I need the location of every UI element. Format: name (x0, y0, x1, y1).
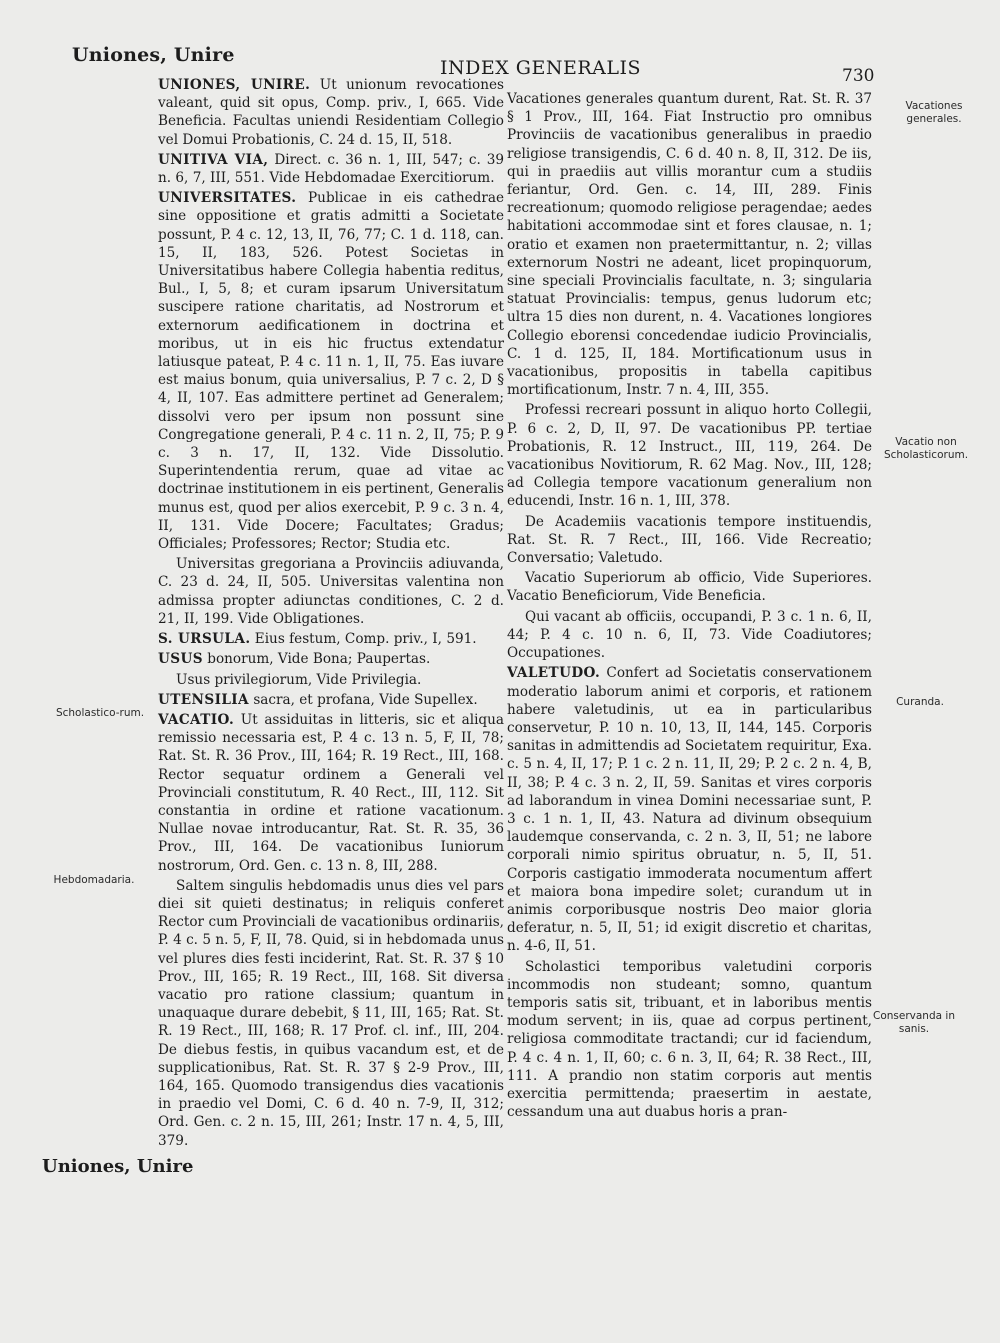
entry-usus-privilegiorum (158, 671, 504, 689)
entry-unitiva-via (158, 151, 504, 187)
entry-vacatio (158, 711, 504, 875)
entry-head: UNITIVA VIA, (158, 151, 269, 168)
entry-head: VALETUDO. (507, 665, 601, 682)
entry-head: UNIVERSITATES. (158, 190, 297, 207)
entry-universitates (158, 189, 504, 553)
entry-academiis (507, 513, 872, 568)
entry-text: sacra, et profana, Vide Supellex. (249, 691, 478, 708)
entry-vacationes-generales (507, 90, 872, 399)
entry-text: Vacatio Superiorum ab officio, Vide Superiores. Vacatio Beneficiorum, Vide Beneficia. (507, 570, 872, 605)
entry-text: De Academiis vacationis tempore instituendis, Rat. St. R. 7 Rect., III, 166. Vide Recreatio; Conversatio; Valetudo. (507, 513, 872, 567)
entry-universitas-gregoriana (158, 555, 504, 628)
entry-text: Qui vacant ab officiis, occupandi, P. 3 c. 1 n. 6, II, 44; P. 4 c. 10 n. 6, II, 73. Vide Coadiutores; Occupationes. (507, 608, 872, 662)
entry-head: USUS (158, 651, 203, 668)
entry-text: Saltem singulis hebdomadis unus dies vel pars diei sit quieti destinatus; in reliquis conferet Rector cum Provinciali de vacationibus ordinariis, P. 4 c. 5 n. 5, F, II, 78. Quid, si in hebdomada unus vel plures dies festi inciderint, Rat. St. R. 37 § 10 Prov., III, 165; R. 19 Rect., III, 168. Sit diversa vacatio pro ratione classium; quantum in unaquaque durare debebit, § 11, III, 165; Rat. St. R. 19 Rect., III, 168; R. 17 Prof. cl. inf., III, 204. De diebus festis, in quibus vacandum est, et de supplicationibus, Rat. St. R. 37 § 2-9 Prov., III, 164, 165. Quomodo transigendus dies vacationis in praedio vel Domi, C. 6 d. 40 n. 7-9, II, 312; Ord. Gen. c. 2 n. 15, III, 261; Instr. 17 n. 4, 5, III, 379. (158, 877, 504, 1149)
entry-head: VACATIO. (158, 711, 235, 728)
entry-text: Publicae in eis cathedrae sine oppositione et gratis admitti a Societate possunt, P. 4 c. 12, 13, II, 76, 77; C. 1 d. 118, can. 15, II, 183, 526. Potest Societas in Universitatibus habere Collegia habentia reditus, Bul., I, 5, 8; et curam ipsarum Universitatum suscipere ratione charitatis, ad Nostrorum et externorum aedificationem in doctrina et moribus, ut in eis hic fructus extendatur latiusque pateat, P. 4 c. 11 n. 1, II, 75. Eas iuvare est maius bonum, quia universalius, P. 7 c. 2, D § 4, II, 107. Eas admittere pertinet ad Generalem; dissolvi vero per ipsum non possunt sine Congregatione generali, P. 4 c. 11 n. 2, II, 75; P. 9 c. 3 n. 17, II, 132. Vide Dissolutio. Superintendentia rerum, quae ad vitae ac doctrinae institutionem in eis pertinent, Generalis munus est, quod per alios exercebit, P. 9 c. 3 n. 4, II, 131. Vide Docere; Facultates; Gradus; Officiales; Professores; Rector; Studia etc. (158, 190, 504, 553)
left-column (158, 76, 504, 1150)
running-head-title: INDEX GENERALIS (440, 57, 642, 79)
entry-head: UTENSILIA (158, 691, 249, 708)
margin-note-vacatio-non-scholasticorum: Vacatio non Scholasticorum. (883, 436, 969, 461)
entry-uniones (158, 76, 504, 149)
page-number: 730 (842, 66, 875, 86)
entry-valetudo (507, 664, 872, 955)
entry-head: UNIONES, UNIRE. (158, 77, 311, 93)
entry-vacatio-hebdomadaria (158, 877, 504, 1150)
entry-qui-vacant (507, 608, 872, 663)
running-head-left: Uniones, Unire (72, 44, 235, 66)
margin-note-scholasticorum: Scholastico-rum. (55, 707, 145, 719)
entry-vacatio-superiorum (507, 569, 872, 605)
entry-text: Scholastici temporibus valetudini corporis incommodis non studeant; somno, quantum temporis satis sit, tribuant, et in laboribus mentis modum servent; in iis, quae ad corpus pertinent, religiosa commoditate tractandi; cur id faciendum, P. 4 c. 4 n. 1, II, 60; c. 6 n. 3, II, 64; R. 38 Rect., III, 111. A prandio non statim corporis aut mentis exercitia permittenda; praesertim in aestate, cessandum una aut duabus horis a pran- (507, 958, 872, 1121)
entry-utensilia (158, 691, 504, 709)
margin-note-vacationes-generales: Vacationes generales. (905, 100, 963, 125)
margin-note-curanda: Curanda. (896, 696, 944, 708)
entry-text: Direct. c. 36 n. 1, III, 547; c. 39 n. 6, 7, III, 551. Vide Hebdomadae Exercitiorum. (158, 151, 505, 187)
running-foot-left: Uniones, Unire (42, 1156, 194, 1177)
margin-note-conservanda: Conservanda in sanis. (873, 1010, 955, 1035)
entry-ursula (158, 630, 504, 648)
entry-usus (158, 650, 504, 668)
entry-text: Universitas gregoriana a Provinciis adiuvanda, C. 23 d. 24, II, 505. Universitas valentina non admissa propter adiunctas conditiones, C. 2 d. 21, II, 199. Vide Obligationes. (158, 556, 504, 627)
entry-text: Ut unionum revocationes valeant, quid sit opus, Comp. priv., I, 665. Vide Beneficia. Facultas uniendi Residentiam Collegio vel Domui Probationis, C. 24 d. 15, II, 518. (158, 77, 504, 148)
entry-text: Confert ad Societatis conservationem moderatio laborum animi et corporis, et rationem habere valetudinis, ut ea in particularibus conservetur, P. 10 n. 10, 13, II, 144, 145. Corporis sanitas in admittendis ad Societatem requiritur, Exa. c. 5 n. 4, II, 17; P. 1 c. 2 n. 11, II, 29; P. 2 c. 2 n. 4, B, II, 38; P. 4 c. 3 n. 2, II, 59. Sanitas et vires corporis ad laborandum in vinea Domini necessariae sunt, P. 3 c. 1 n. 1, II, 43. Natura ad divinum obsequium laudemque conservanda, c. 2 n. 3, II, 51; ne labore corporali nimio spiritus obruatur, n. 5, II, 51. Corporis castigatio immoderata nocumentum affert et maiora bona impedire solet; curandum ut in animis corporibusque nostris Deo maior gloria deferatur, n. 5, II, 51; id exigit discretio et charitas, n. 4-6, II, 51. (507, 665, 872, 955)
entry-text: bonorum, Vide Bona; Paupertas. (202, 651, 431, 668)
entry-professi (507, 401, 872, 510)
entry-head: S. URSULA. (158, 631, 251, 648)
margin-note-hebdomadaria: Hebdomadaria. (53, 874, 135, 886)
entry-text: Professi recreari possunt in aliquo horto Collegii, P. 6 c. 2, D, II, 97. De vacationibus PP. tertiae Probationis, R. 12 Instruct., III, 119, 264. De vacationibus Novitiorum, R. 62 Mag. Nov., III, 128; ad Collegia tempore vacationum generalium non educendi, Instr. 16 n. 1, III, 378. (507, 402, 872, 510)
right-column (507, 90, 872, 1121)
entry-text: Ut assiduitas in litteris, sic et aliqua remissio necessaria est, P. 4 c. 13 n. 5, F, II, 78; Rat. St. R. 36 Prov., III, 164; R. 19 Rect., III, 168. Rector sequatur ordinem a Generali vel Provinciali constitutum, R. 40 Rect., III, 112. Sit constantia in ordine et ratione vacationum. Nullae novae introducantur, Rat. St. R. 35, 36 Prov., III, 164. De vacationibus Iuniorum nostrorum, Ord. Gen. c. 13 n. 8, III, 288. (158, 711, 504, 874)
entry-text: Eius festum, Comp. priv., I, 591. (250, 631, 477, 648)
entry-text: Usus privilegiorum, Vide Privilegia. (176, 671, 422, 688)
entry-text: Vacationes generales quantum durent, Rat. St. R. 37 § 1 Prov., III, 164. Fiat Instructio pro omnibus Provinciis de vacationibus generalibus in praedio religiose transigendis, C. 6 d. 40 n. 8, II, 312. De iis, qui in praediis aut villis morantur cum a studiis feriantur, Ord. Gen. c. 14, III, 289. Finis recreationum; quomodo religiose peragendae; aedes habitationi accommodae sint et fores clausae, n. 1; oratio et examen non praetermittantur, n. 2; villas externorum Nostri ne adeant, licet propinquorum, sine speciali Provincialis facultate, n. 3; singularia statuat Provincialis: tempus, genus ludorum etc; ultra 15 dies non durent, n. 4. Vacationes longiores Collegio eborensi concedendae iudicio Provincialis, C. 1 d. 125, II, 184. Mortificationum usus in vacationibus, propositis in tabella capitibus mortificationum, Instr. 7 n. 4, III, 355. (507, 91, 872, 399)
entry-scholastici (507, 958, 872, 1122)
